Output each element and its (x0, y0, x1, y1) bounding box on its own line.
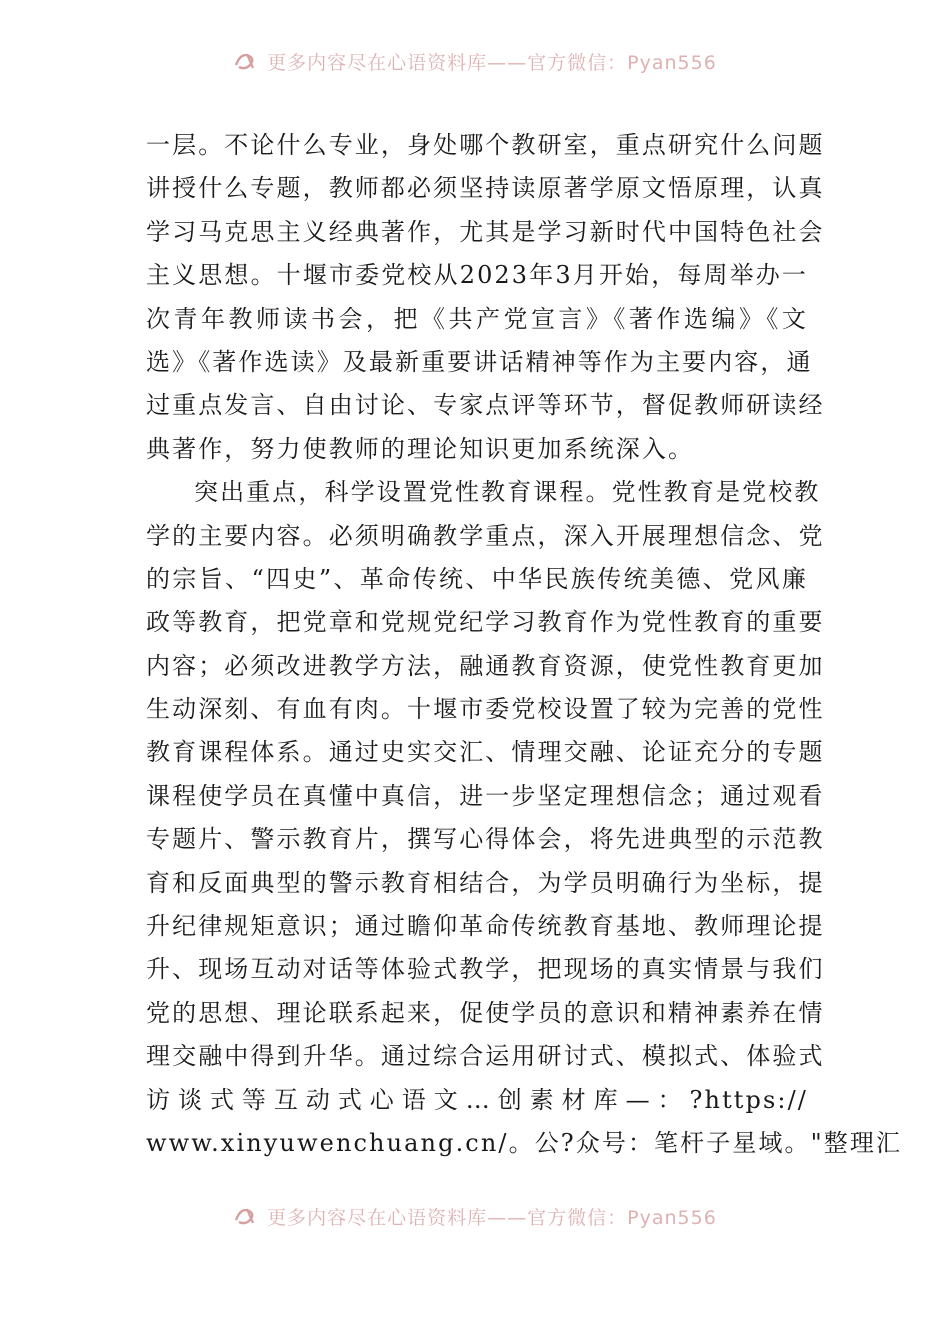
text-line: 内容；必须改进教学方法，融通教育资源，使党性教育更加 (146, 651, 825, 680)
text-line: 教育课程体系。通过史实交汇、情理交融、论证充分的专题 (146, 738, 825, 767)
text-line: 育和反面典型的警示教育相结合，为学员明确行为坐标，提 (146, 868, 825, 897)
footer-watermark-text: 更多内容尽在心语资料库——官方微信：Pyan556 (267, 1206, 717, 1229)
text-line: 过重点发言、自由讨论、专家点评等环节，督促教师研读经 (146, 391, 825, 420)
paragraph-start-line: 突出重点，科学设置党性教育课程。党性教育是党校教 (194, 478, 821, 507)
footer-watermark (0, 1207, 950, 1243)
header-watermark-text: 更多内容尽在心语资料库——官方微信：Pyan556 (267, 51, 717, 74)
text-line: 一层。不论什么专业，身处哪个教研室，重点研究什么问题 (146, 131, 825, 159)
text-line: 典著作，努力使教师的理论知识更加系统深入。 (146, 434, 695, 463)
text-line: 讲授什么专题，教师都必须坚持读原著学原文悟原理，认真 (146, 174, 825, 203)
text-line: 专题片、警示教育片，撰写心得体会，将先进典型的示范教 (146, 825, 825, 854)
text-line: 课程使学员在真懂中真信，进一步坚定理想信念；通过观看 (146, 781, 825, 810)
text-line: 访谈式等互动式心语文…创素材库—：?https:// (146, 1085, 808, 1114)
text-line: 次青年教师读书会，把《共产党宣言》《著作选编》《文 (146, 304, 808, 333)
header-watermark (0, 52, 950, 88)
text-line: 理交融中得到升华。通过综合运用研讨式、模拟式、体验式 (146, 1042, 825, 1071)
document-body (146, 124, 903, 1165)
logo-icon (233, 50, 259, 72)
text-line: 选》《著作选读》及最新重要讲话精神等作为主要内容，通 (146, 347, 813, 376)
text-line: www.xinyuwenchuang.cn/。公?众号：笔杆子星域。"整理汇 (146, 1128, 903, 1157)
text-line: 主义思想。十堰市委党校从2023年3月开始，每周举办一 (146, 261, 808, 290)
logo-icon (233, 1205, 259, 1227)
text-line: 升纪律规矩意识；通过瞻仰革命传统教育基地、教师理论提 (146, 912, 825, 941)
text-line: 学的主要内容。必须明确教学重点，深入开展理想信念、党 (146, 521, 825, 550)
text-line: 政等教育，把党章和党规党纪学习教育作为党性教育的重要 (146, 608, 825, 637)
text-line: 学习马克思主义经典著作，尤其是学习新时代中国特色社会 (146, 217, 825, 246)
text-line: 的宗旨、“四史”、革命传统、中华民族传统美德、党风廉 (146, 564, 808, 593)
text-line: 生动深刻、有血有肉。十堰市委党校设置了较为完善的党性 (146, 695, 825, 724)
text-line: 党的思想、理论联系起来，促使学员的意识和精神素养在情 (146, 998, 825, 1027)
text-line: 升、现场互动对话等体验式教学，把现场的真实情景与我们 (146, 955, 825, 984)
